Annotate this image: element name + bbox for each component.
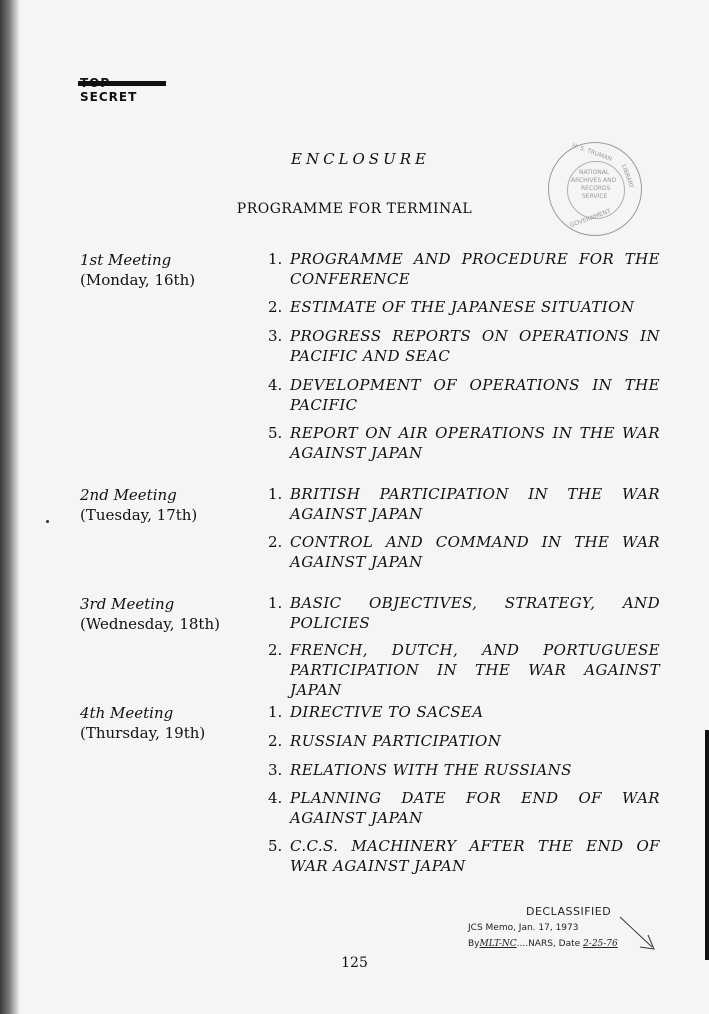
- speck: [46, 520, 49, 523]
- agenda-item: [268, 484, 660, 524]
- meeting-name: 2nd Meeting: [80, 486, 177, 504]
- classification-text: SECRET: [80, 90, 138, 104]
- item-number: 4.: [268, 789, 283, 807]
- agenda-item: [268, 326, 660, 366]
- item-text: RUSSIAN PARTICIPATION: [290, 732, 502, 750]
- meeting-day: (Wednesday, 18th): [80, 615, 220, 633]
- item-number: 2.: [268, 641, 283, 659]
- seal-text: SERVICE: [582, 193, 608, 200]
- seal-text: GOVERNMENT: [569, 207, 612, 230]
- meeting-name: 4th Meeting: [80, 704, 174, 722]
- item-number: 2.: [268, 732, 283, 750]
- meeting-label: [80, 703, 205, 743]
- item-text: C.C.S. MACHINERY AFTER THE END OF WAR AGAINST JAPAN: [290, 837, 660, 875]
- seal-text: LIBRARY: [619, 163, 635, 190]
- page-number: 125: [341, 955, 368, 971]
- programme-title: PROGRAMME FOR TERMINAL: [236, 201, 473, 217]
- meeting-name: 3rd Meeting: [80, 595, 175, 613]
- item-number: 1.: [268, 594, 283, 612]
- declassification-signature-line: ByMLT-NC....NARS, Date 2-25-76: [468, 939, 618, 949]
- item-text: ESTIMATE OF THE JAPANESE SITUATION: [290, 298, 635, 316]
- classification-stamp: [80, 76, 164, 104]
- page-edge-mark: [705, 730, 709, 960]
- meeting-day: (Thursday, 19th): [80, 724, 206, 742]
- meeting-label: [80, 485, 197, 525]
- archives-seal: [548, 142, 642, 236]
- item-number: 5.: [268, 837, 283, 855]
- by-label: By: [468, 939, 480, 949]
- declassified-heading: DECLASSIFIED: [526, 905, 612, 918]
- item-text: RELATIONS WITH THE RUSSIANS: [290, 761, 572, 779]
- agenda-item: [268, 593, 660, 633]
- item-number: 3.: [268, 327, 283, 345]
- item-text: REPORT ON AIR OPERATIONS IN THE WAR AGAINST JAPAN: [290, 424, 660, 462]
- item-text: BASIC OBJECTIVES, STRATEGY, AND POLICIES: [290, 594, 660, 632]
- item-number: 4.: [268, 376, 283, 394]
- meeting-label: [80, 594, 220, 634]
- agenda-item: [268, 640, 660, 700]
- item-text: FRENCH, DUTCH, AND PORTUGUESE PARTICIPATION IN THE WAR AGAINST JAPAN: [290, 641, 660, 699]
- item-text: BRITISH PARTICIPATION IN THE WAR AGAINST JAPAN: [290, 485, 660, 523]
- item-text: DEVELOPMENT OF OPERATIONS IN THE PACIFIC: [290, 376, 660, 414]
- item-number: 3.: [268, 761, 283, 779]
- enclosure-heading: ENCLOSURE: [291, 150, 430, 168]
- agenda-item: [268, 702, 660, 722]
- nars-date-label: NARS, Date: [528, 939, 581, 949]
- item-text: CONTROL AND COMMAND IN THE WAR AGAINST JAPAN: [290, 533, 660, 571]
- agenda-item: [268, 788, 660, 828]
- item-text: PROGRAMME AND PROCEDURE FOR THE CONFERENCE: [290, 250, 660, 288]
- item-number: 1.: [268, 250, 283, 268]
- meeting-label: [80, 250, 195, 290]
- item-number: 5.: [268, 424, 283, 442]
- agenda-item: [268, 375, 660, 415]
- agenda-item: [268, 532, 660, 572]
- item-text: DIRECTIVE TO SACSEA: [290, 703, 484, 721]
- reviewer-signature: MLT-NC: [479, 939, 517, 949]
- strikethrough: [78, 81, 166, 86]
- agenda-item: [268, 731, 660, 751]
- item-number: 2.: [268, 298, 283, 316]
- item-text: PROGRESS REPORTS ON OPERATIONS IN PACIFIC AND SEAC: [290, 327, 660, 365]
- agenda-item: [268, 760, 660, 780]
- declassification-stamp: [468, 905, 618, 949]
- meeting-day: (Tuesday, 17th): [80, 506, 198, 524]
- meeting-day: (Monday, 16th): [80, 271, 196, 289]
- declassification-date: 2-25-76: [583, 939, 618, 949]
- agenda-item: [268, 249, 660, 289]
- stamp-arrow-mark: [618, 915, 658, 953]
- seal-text: ARCHIVES AND: [571, 177, 617, 184]
- item-number: 1.: [268, 485, 283, 503]
- seal-text: H. S. TRUMAN: [571, 142, 613, 163]
- agenda-item: [268, 423, 660, 463]
- seal-text: RECORDS: [581, 185, 611, 192]
- agenda-item: [268, 297, 660, 317]
- agenda-item: [268, 836, 660, 876]
- declassification-authority: JCS Memo, Jan. 17, 1973: [468, 923, 579, 933]
- meeting-name: 1st Meeting: [80, 251, 172, 269]
- item-number: 2.: [268, 533, 283, 551]
- item-text: PLANNING DATE FOR END OF WAR AGAINST JAPAN: [290, 789, 660, 827]
- item-number: 1.: [268, 703, 283, 721]
- seal-text: NATIONAL: [579, 169, 610, 176]
